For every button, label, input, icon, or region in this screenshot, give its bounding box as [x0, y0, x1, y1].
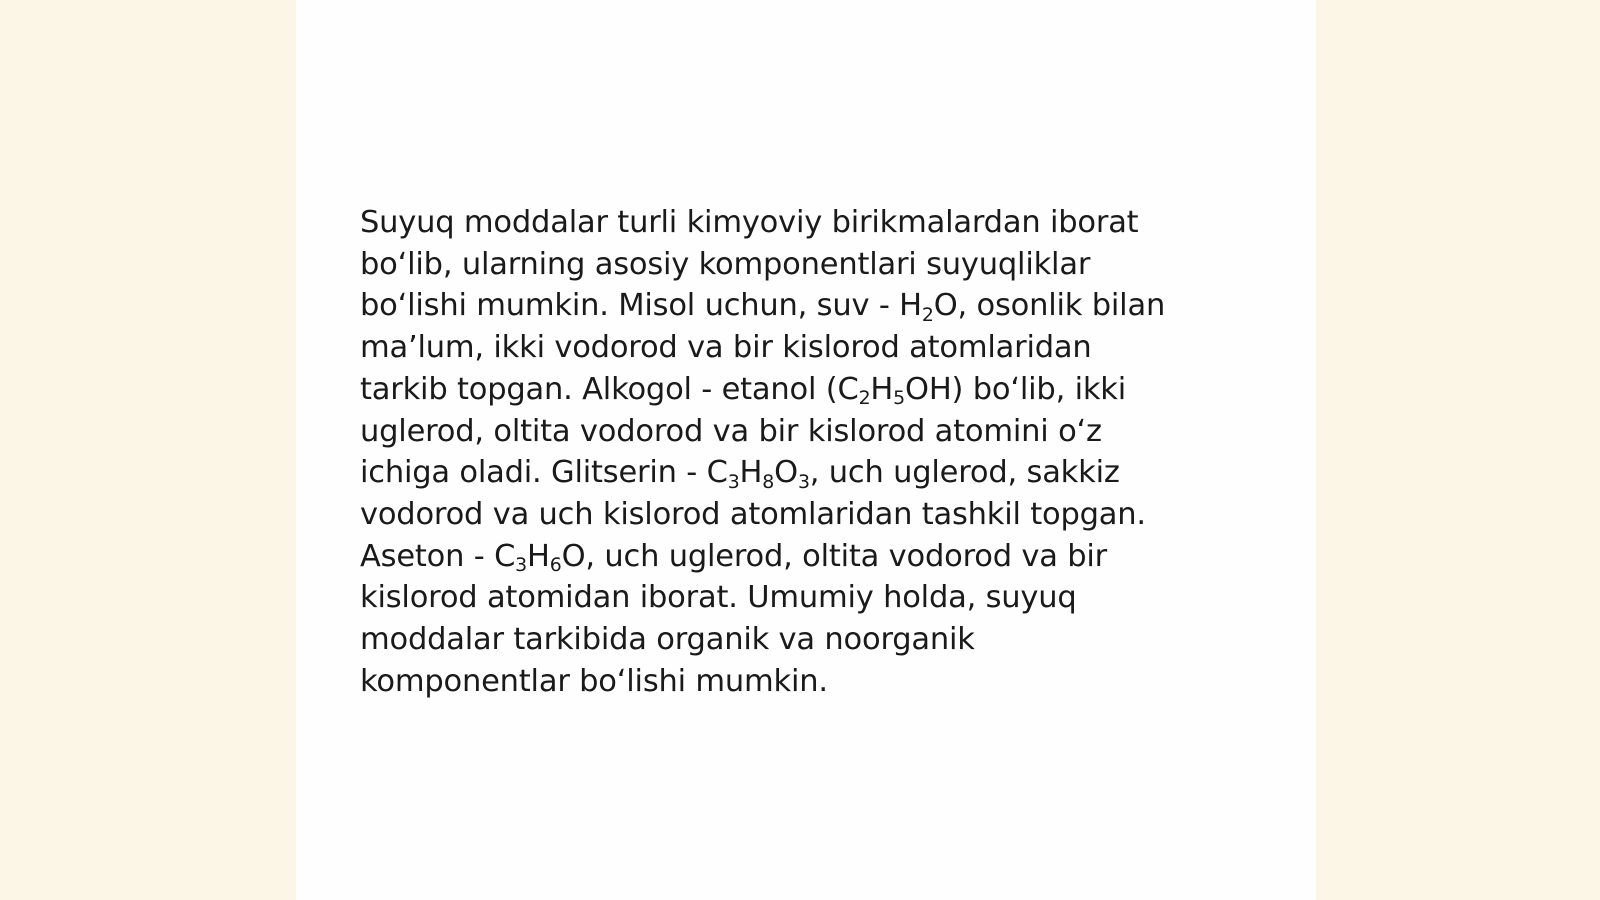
paragraph-line-7 — [360, 452, 1240, 494]
text-segment: tarkib topgan. Alkogol - etanol (C — [360, 371, 859, 407]
paragraph-line-5 — [360, 369, 1240, 411]
subscript: 3 — [515, 553, 528, 576]
subscript: 2 — [921, 303, 934, 326]
text-segment: H — [527, 538, 550, 574]
text-segment: Aseton - C — [360, 538, 516, 574]
paragraph-line-2: boʻlib, ularning asosiy komponentlari suyuqliklar — [360, 246, 1091, 282]
text-segment: O, osonlik bilan — [933, 288, 1166, 324]
text-segment: H — [739, 455, 763, 491]
subscript: 2 — [858, 387, 871, 410]
left-background-margin — [0, 0, 296, 900]
subscript: 5 — [893, 387, 906, 410]
subscript: 3 — [797, 470, 810, 493]
text-segment: boʻlishi mumkin. Misol uchun, suv - H — [360, 288, 922, 324]
right-background-margin — [1316, 0, 1600, 900]
subscript: 6 — [549, 553, 562, 576]
paragraph-line-10: kislorod atomidan iborat. Umumiy holda, suyuq — [360, 580, 1077, 616]
text-segment: OH) boʻlib, ikki — [905, 371, 1127, 407]
paragraph-line-11: moddalar tarkibida organik va noorganik — [360, 622, 975, 658]
text-segment: ichiga oladi. Glitserin - C — [360, 455, 728, 491]
text-segment: O, uch uglerod, oltita vodorod va bir — [561, 538, 1107, 574]
subscript: 3 — [727, 470, 740, 493]
paragraph-line-3 — [360, 285, 1240, 327]
paragraph-line-12: komponentlar boʻlishi mumkin. — [360, 663, 828, 699]
paragraph-line-9 — [360, 536, 1240, 578]
text-segment: H — [870, 371, 894, 407]
text-segment: , uch uglerod, sakkiz — [809, 455, 1120, 491]
paragraph-line-6: uglerod, oltita vodorod va bir kislorod atomini oʻz — [360, 413, 1102, 449]
paragraph-line-1: Suyuq moddalar turli kimyoviy birikmalardan iborat — [360, 205, 1139, 240]
paragraph-line-8: vodorod va uch kislorod atomlaridan tashkil topgan. — [360, 496, 1146, 532]
paragraph-line-4: maʼlum, ikki vodorod va bir kislorod atomlaridan — [360, 330, 1092, 366]
slide-body-paragraph — [360, 202, 1240, 702]
text-segment: O — [774, 455, 798, 491]
subscript: 8 — [762, 470, 775, 493]
